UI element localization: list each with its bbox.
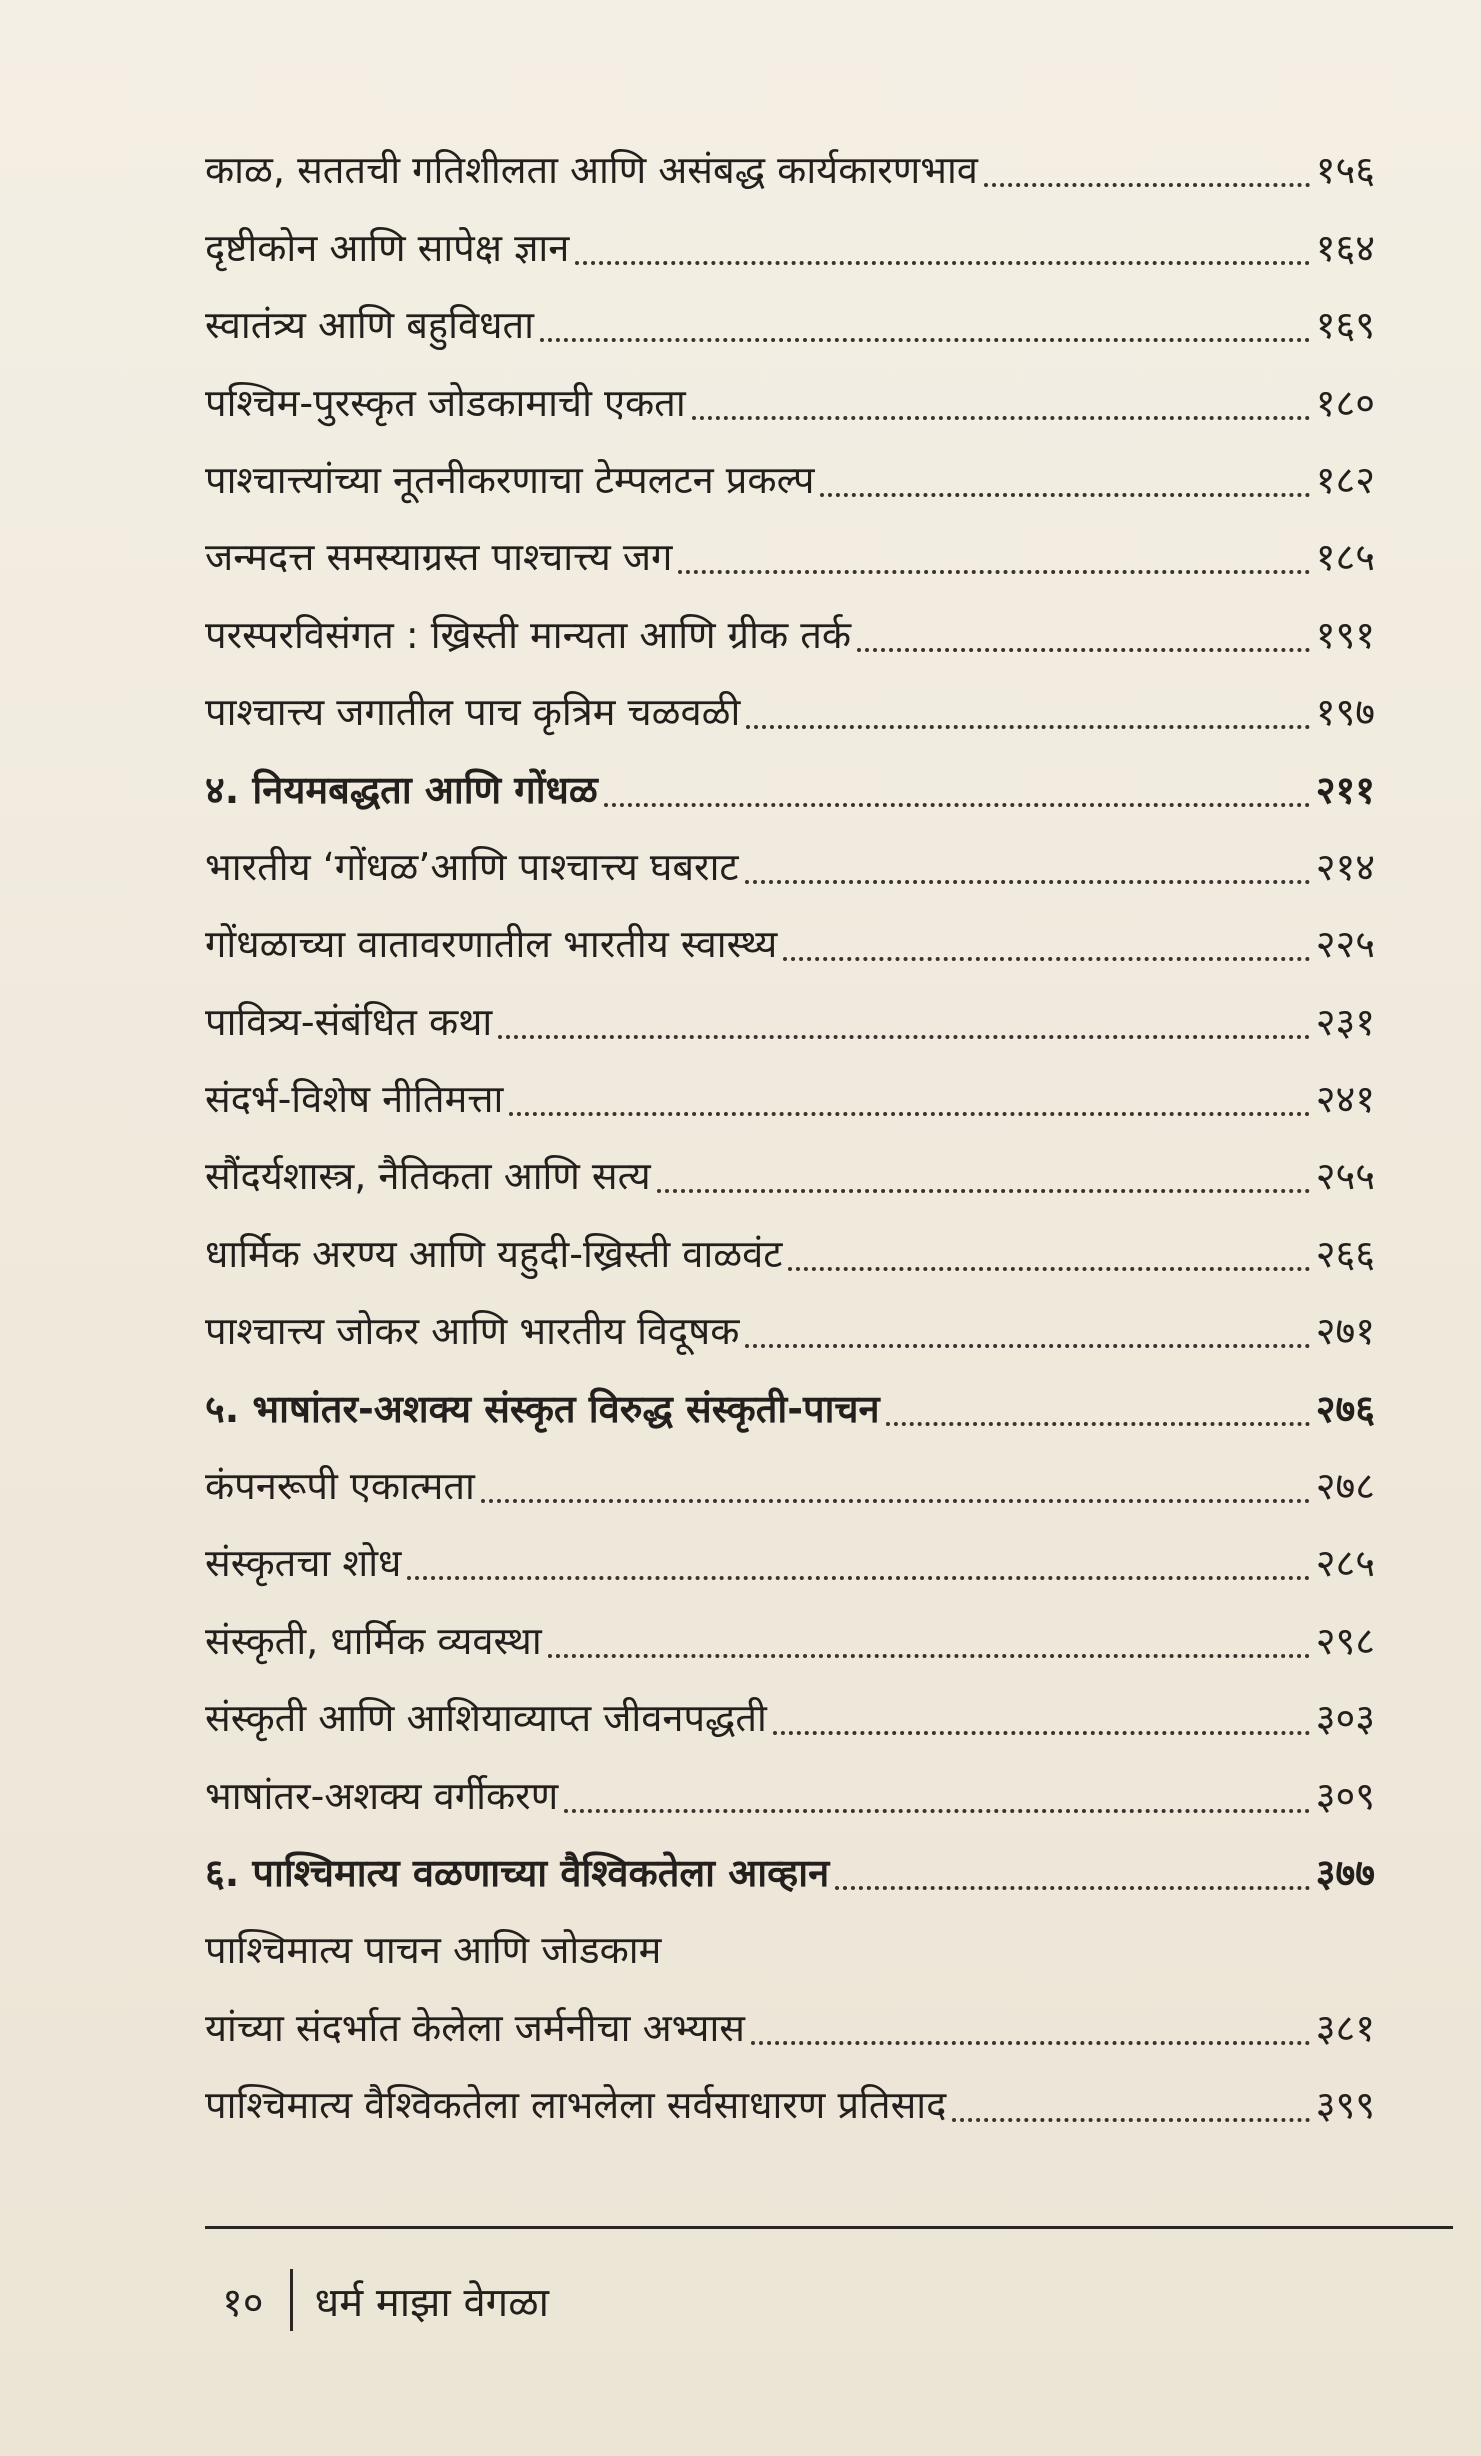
toc-entry-row	[205, 1061, 1375, 1138]
toc-entry-title: ४. नियमबद्धता आणि गोंधळ	[205, 767, 598, 812]
book-title: धर्म माझा वेगळा	[314, 2279, 549, 2326]
toc-entry-row	[205, 674, 1375, 751]
toc-entry-row	[205, 1293, 1375, 1370]
toc-leader-dots	[498, 1035, 1309, 1039]
toc-leader-dots	[575, 261, 1309, 265]
toc-entry-title: यांच्या संदर्भात केलेला जर्मनीचा अभ्यास	[205, 2005, 745, 2050]
toc-entry-title: पाश्चिमात्य पाचन आणि जोडकाम	[205, 1928, 662, 1973]
toc-entry-page: ३७७	[1315, 1850, 1375, 1895]
toc-entry-row	[205, 1525, 1375, 1602]
toc-entry-page: १८५	[1315, 535, 1375, 580]
toc-entry-row	[205, 596, 1375, 673]
toc-entry-page: २७१	[1315, 1309, 1375, 1354]
toc-entry-title: स्वातंत्र्य आणि बहुविधता	[205, 303, 534, 348]
toc-entry-row	[205, 287, 1375, 364]
toc-entry-page: १६४	[1315, 225, 1375, 270]
toc-leader-dots	[564, 1809, 1310, 1813]
toc-entry-title: ६. पाश्चिमात्य वळणाच्या वैश्विकतेला आव्हान	[205, 1850, 830, 1895]
toc-entry-title: पाश्चात्त्यांच्या नूतनीकरणाचा टेम्पलटन प्रकल्प	[205, 457, 815, 502]
toc-leader-dots	[745, 880, 1310, 884]
toc-entry-page: २८५	[1315, 1541, 1375, 1586]
toc-entry-title: संस्कृती आणि आशियाव्याप्त जीवनपद्धती	[205, 1696, 767, 1741]
toc-entry-page: ३८१	[1315, 2005, 1375, 2050]
toc-leader-dots	[481, 1499, 1310, 1503]
toc-entry-row	[205, 1138, 1375, 1215]
page-footer	[222, 2268, 549, 2332]
toc-entry-page: २१४	[1315, 844, 1375, 889]
toc-entry-page: २६६	[1315, 1231, 1375, 1276]
toc-entry-title: कंपनरूपी एकात्मता	[205, 1464, 475, 1509]
toc-entry-row	[205, 983, 1375, 1060]
toc-entry-page: १८०	[1315, 380, 1375, 425]
toc-leader-dots	[540, 338, 1310, 342]
toc-entry-title: परस्परविसंगत : ख्रिस्ती मान्यता आणि ग्रीक तर्क	[205, 612, 852, 657]
toc-leader-dots	[407, 1576, 1309, 1580]
toc-entry-row	[205, 442, 1375, 519]
toc-entry-title: पाश्चात्त्य जोकर आणि भारतीय विदूषक	[205, 1309, 740, 1354]
toc-leader-dots	[745, 1344, 1309, 1348]
toc-leader-dots	[509, 1112, 1309, 1116]
toc-entry-page: २११	[1315, 767, 1375, 812]
toc-leader-dots	[820, 493, 1309, 497]
toc-leader-dots	[746, 725, 1309, 729]
toc-chapter-row	[205, 1835, 1375, 1912]
toc-entry-row	[205, 1912, 1375, 1989]
toc-entry-page: २२५	[1315, 922, 1375, 967]
toc-leader-dots	[548, 1654, 1310, 1658]
toc-entry-title: संदर्भ-विशेष नीतिमत्ता	[205, 1077, 504, 1122]
toc-leader-dots	[952, 2118, 1309, 2122]
toc-entry-title: पाश्चिमात्य वैश्विकतेला लाभलेला सर्वसाधारण प्रतिसाद	[205, 2083, 947, 2128]
toc-leader-dots	[773, 1731, 1310, 1735]
toc-entry-row	[205, 1448, 1375, 1525]
footer-divider	[290, 2269, 293, 2331]
toc-entry-row	[205, 1989, 1375, 2066]
toc-entry-page: २५५	[1315, 1154, 1375, 1199]
toc-entry-title: सौंदर्यशास्त्र, नैतिकता आणि सत्य	[205, 1154, 651, 1199]
toc-entry-row	[205, 1680, 1375, 1757]
toc-leader-dots	[751, 2041, 1310, 2045]
page-number: १०	[222, 2279, 264, 2326]
toc-leader-dots	[857, 648, 1310, 652]
toc-entry-title: जन्मदत्त समस्याग्रस्त पाश्चात्त्य जग	[205, 535, 673, 580]
toc-entry-title: ५. भाषांतर-अशक्य संस्कृत विरुद्ध संस्कृती-पाचन	[205, 1386, 880, 1431]
toc-leader-dots	[657, 1189, 1310, 1193]
toc-entry-title: पाश्चात्त्य जगातील पाच कृत्रिम चळवळी	[205, 690, 741, 735]
toc-entry-row	[205, 364, 1375, 441]
toc-leader-dots	[886, 1422, 1310, 1426]
toc-entry-page: १५६	[1315, 148, 1375, 193]
toc-entry-page: २७८	[1315, 1464, 1375, 1509]
toc-entry-title: भाषांतर-अशक्य वर्गीकरण	[205, 1773, 559, 1818]
toc-leader-dots	[692, 416, 1310, 420]
toc-entry-row	[205, 2067, 1375, 2144]
toc-entry-title: भारतीय ‘गोंधळ’आणि पाश्चात्त्य घबराट	[205, 844, 739, 889]
toc-entry-row	[205, 1215, 1375, 1292]
toc-entry-page: ३९९	[1315, 2083, 1375, 2128]
toc-entry-row	[205, 209, 1375, 286]
toc-entry-title: काळ, सततची गतिशीलता आणि असंबद्ध कार्यकारणभाव	[205, 148, 978, 193]
toc-entry-page: १६९	[1315, 303, 1375, 348]
toc-entry-title: दृष्टीकोन आणि सापेक्ष ज्ञान	[205, 225, 570, 270]
toc-entry-page: २९८	[1315, 1618, 1375, 1663]
toc-entry-page: १९१	[1315, 612, 1375, 657]
toc-leader-dots	[835, 1886, 1310, 1890]
toc-entry-row	[205, 519, 1375, 596]
toc-entry-title: संस्कृती, धार्मिक व्यवस्था	[205, 1618, 542, 1663]
toc-chapter-row	[205, 1370, 1375, 1447]
toc-entry-row	[205, 829, 1375, 906]
toc-leader-dots	[783, 957, 1309, 961]
toc-entry-title: संस्कृतचा शोध	[205, 1541, 402, 1586]
toc-entry-row	[205, 1602, 1375, 1679]
toc-entry-page: २४१	[1315, 1077, 1375, 1122]
toc-leader-dots	[984, 183, 1310, 187]
footer-rule	[205, 2226, 1453, 2229]
toc-chapter-row	[205, 751, 1375, 828]
toc-leader-dots	[604, 803, 1310, 807]
toc-leader-dots	[678, 570, 1309, 574]
toc-entry-page: १९७	[1315, 690, 1375, 735]
toc-entry-title: गोंधळाच्या वातावरणातील भारतीय स्वास्थ्य	[205, 922, 778, 967]
toc-entry-row	[205, 906, 1375, 983]
toc-entry-row	[205, 1757, 1375, 1834]
toc-entry-page: २३१	[1315, 999, 1375, 1044]
table-of-contents	[205, 132, 1375, 2144]
toc-entry-page: ३०९	[1315, 1773, 1375, 1818]
toc-entry-page: २७६	[1315, 1386, 1375, 1431]
toc-entry-page: १८२	[1315, 457, 1375, 502]
toc-entry-title: पश्चिम-पुरस्कृत जोडकामाची एकता	[205, 380, 686, 425]
toc-entry-page: ३०३	[1315, 1696, 1375, 1741]
toc-entry-title: धार्मिक अरण्य आणि यहुदी-ख्रिस्ती वाळवंट	[205, 1231, 783, 1276]
toc-leader-dots	[788, 1267, 1309, 1271]
toc-entry-row	[205, 132, 1375, 209]
toc-entry-title: पावित्र्य-संबंधित कथा	[205, 999, 493, 1044]
